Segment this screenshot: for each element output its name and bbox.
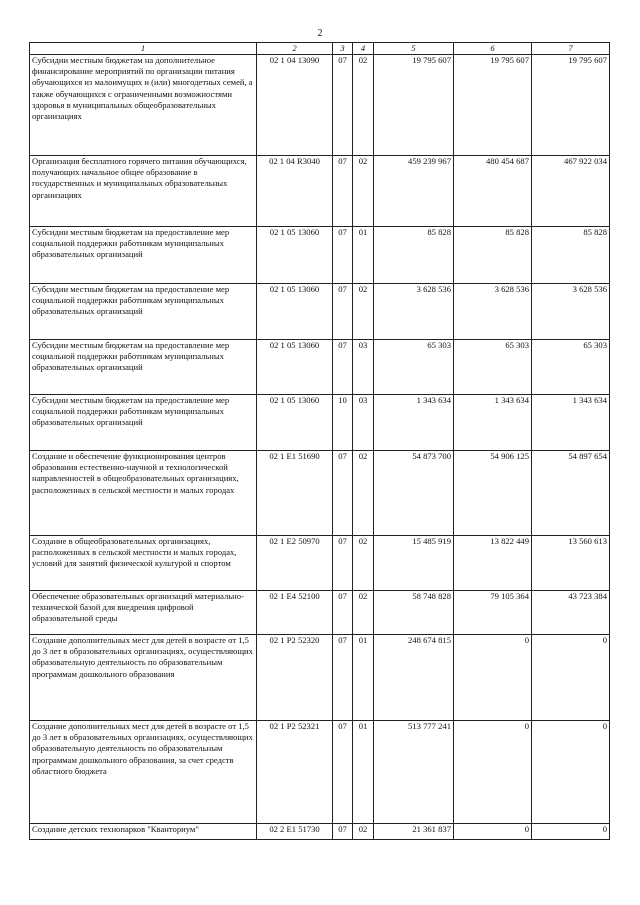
row-value-1: 54 873 700	[374, 451, 454, 536]
row-code: 02 1 E4 52100	[257, 591, 333, 635]
row-code: 02 1 P2 52321	[257, 721, 333, 824]
table-row	[30, 227, 610, 284]
row-code: 02 1 05 13060	[257, 227, 333, 284]
row-subsection: 02	[353, 284, 374, 340]
row-value-2: 79 105 364	[454, 591, 532, 635]
row-subsection: 02	[353, 55, 374, 156]
row-value-1: 19 795 607	[374, 55, 454, 156]
row-name: Создание в общеобразовательных организациях, расположенных в сельской местности и малых городах, условий для занятий физической культурой и спортом	[30, 536, 257, 591]
row-value-3: 54 897 654	[532, 451, 610, 536]
row-value-2: 1 343 634	[454, 395, 532, 451]
row-code: 02 1 04 R3040	[257, 156, 333, 227]
row-subsection: 01	[353, 635, 374, 721]
row-section: 07	[333, 284, 353, 340]
row-value-2: 54 906 125	[454, 451, 532, 536]
row-value-3: 0	[532, 824, 610, 840]
row-value-3: 1 343 634	[532, 395, 610, 451]
row-value-1: 1 343 634	[374, 395, 454, 451]
row-section: 07	[333, 591, 353, 635]
row-value-2: 65 303	[454, 340, 532, 395]
row-code: 02 1 05 13060	[257, 284, 333, 340]
row-value-2: 480 454 687	[454, 156, 532, 227]
row-name: Субсидии местным бюджетам на предоставление мер социальной поддержки работникам муниципальных образовательных организаций	[30, 227, 257, 284]
table-row	[30, 284, 610, 340]
row-value-1: 15 485 919	[374, 536, 454, 591]
row-section: 07	[333, 340, 353, 395]
table-row	[30, 591, 610, 635]
column-header-5: 5	[374, 43, 454, 55]
row-name: Субсидии местным бюджетам на дополнительное финансирование мероприятий по организации питания обучающихся из малоимущих и (или) многодетных семей, а также обучающихся с ограниченными возможностями здоровья в муниципальных общеобразовательных организациях	[30, 55, 257, 156]
row-name: Субсидии местным бюджетам на предоставление мер социальной поддержки работникам муниципальных образовательных организаций	[30, 395, 257, 451]
row-section: 07	[333, 451, 353, 536]
row-code: 02 1 04 13090	[257, 55, 333, 156]
row-section: 07	[333, 55, 353, 156]
row-section: 07	[333, 536, 353, 591]
table-row	[30, 721, 610, 824]
row-section: 07	[333, 227, 353, 284]
row-subsection: 03	[353, 340, 374, 395]
row-code: 02 2 E1 51730	[257, 824, 333, 840]
row-value-2: 85 828	[454, 227, 532, 284]
row-value-1: 248 674 815	[374, 635, 454, 721]
row-value-2: 0	[454, 721, 532, 824]
table-row	[30, 55, 610, 156]
table-row	[30, 635, 610, 721]
row-value-1: 459 239 967	[374, 156, 454, 227]
row-value-2: 13 822 449	[454, 536, 532, 591]
row-section: 07	[333, 635, 353, 721]
row-value-3: 65 303	[532, 340, 610, 395]
row-section: 07	[333, 156, 353, 227]
row-code: 02 1 05 13060	[257, 340, 333, 395]
column-header-7: 7	[532, 43, 610, 55]
table-row	[30, 824, 610, 840]
row-name: Создание детских технопарков "Кванториум"	[30, 824, 257, 840]
row-name: Создание дополнительных мест для детей в возрасте от 1,5 до 3 лет в образовательных организациях, осуществляющих образовательную деятельность по образовательным программам дошкольного образования, за счет средств областного бюджета	[30, 721, 257, 824]
page-number: 2	[317, 28, 323, 39]
row-code: 02 1 E2 50970	[257, 536, 333, 591]
row-section: 07	[333, 721, 353, 824]
table-row	[30, 340, 610, 395]
row-name: Создание и обеспечение функционирования центров образования естественно-научной и технологической направленностей в общеобразовательных организациях, расположенных в сельской местности и малых городах	[30, 451, 257, 536]
header-row	[30, 43, 610, 55]
row-name: Создание дополнительных мест для детей в возрасте от 1,5 до 3 лет в образовательных организациях, осуществляющих образовательную деятельность по образовательным программам дошкольного образования	[30, 635, 257, 721]
row-subsection: 02	[353, 536, 374, 591]
column-header-3: 3	[333, 43, 353, 55]
row-value-3: 0	[532, 721, 610, 824]
row-subsection: 02	[353, 451, 374, 536]
row-section: 10	[333, 395, 353, 451]
row-section: 07	[333, 824, 353, 840]
table-row	[30, 156, 610, 227]
row-code: 02 1 P2 52320	[257, 635, 333, 721]
row-value-1: 21 361 837	[374, 824, 454, 840]
row-value-3: 85 828	[532, 227, 610, 284]
row-value-2: 3 628 536	[454, 284, 532, 340]
column-header-1: 1	[30, 43, 257, 55]
row-code: 02 1 E1 51690	[257, 451, 333, 536]
row-value-3: 43 723 384	[532, 591, 610, 635]
row-name: Субсидии местным бюджетам на предоставление мер социальной поддержки работникам муниципальных образовательных организаций	[30, 284, 257, 340]
budget-table	[29, 42, 610, 840]
row-subsection: 02	[353, 591, 374, 635]
row-name: Субсидии местным бюджетам на предоставление мер социальной поддержки работникам муниципальных образовательных организаций	[30, 340, 257, 395]
row-value-2: 0	[454, 824, 532, 840]
row-value-3: 13 560 613	[532, 536, 610, 591]
row-value-3: 467 922 034	[532, 156, 610, 227]
column-header-4: 4	[353, 43, 374, 55]
row-subsection: 02	[353, 156, 374, 227]
row-value-1: 58 748 828	[374, 591, 454, 635]
column-header-2: 2	[257, 43, 333, 55]
row-value-1: 513 777 241	[374, 721, 454, 824]
row-subsection: 03	[353, 395, 374, 451]
row-code: 02 1 05 13060	[257, 395, 333, 451]
table-row	[30, 395, 610, 451]
row-subsection: 01	[353, 227, 374, 284]
row-subsection: 02	[353, 824, 374, 840]
row-value-2: 19 795 607	[454, 55, 532, 156]
row-value-3: 19 795 607	[532, 55, 610, 156]
row-name: Обеспечение образовательных организаций материально-технической базой для внедрения цифровой образовательной среды	[30, 591, 257, 635]
row-value-3: 3 628 536	[532, 284, 610, 340]
row-value-2: 0	[454, 635, 532, 721]
row-value-1: 85 828	[374, 227, 454, 284]
row-value-3: 0	[532, 635, 610, 721]
table-row	[30, 451, 610, 536]
row-subsection: 01	[353, 721, 374, 824]
row-value-1: 65 303	[374, 340, 454, 395]
table-row	[30, 536, 610, 591]
row-name: Организация бесплатного горячего питания обучающихся, получающих начальное общее образование в государственных и муниципальных образовательных организациях	[30, 156, 257, 227]
column-header-6: 6	[454, 43, 532, 55]
row-value-1: 3 628 536	[374, 284, 454, 340]
